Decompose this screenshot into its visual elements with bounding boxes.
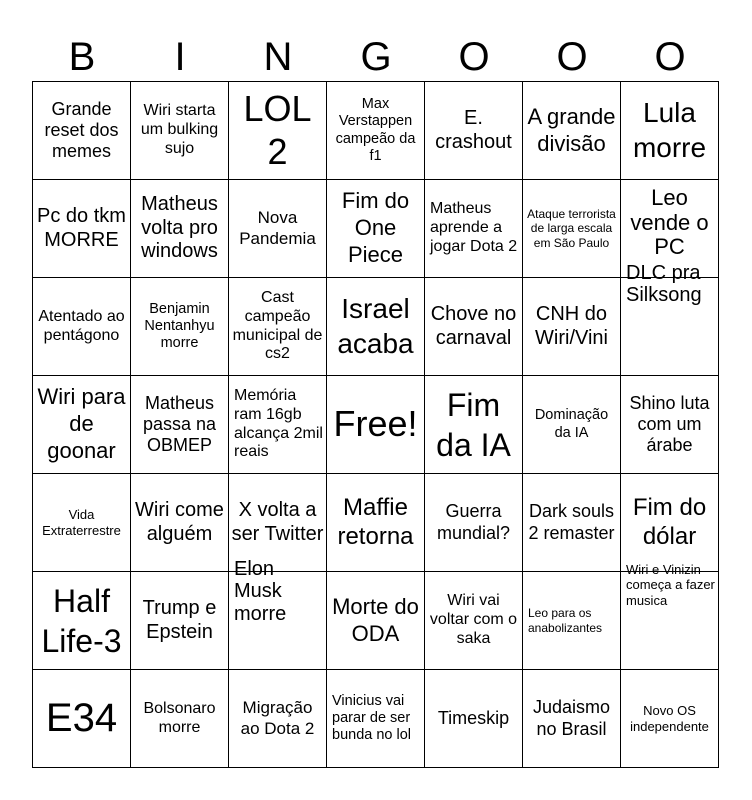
bingo-cell: Judaismo no Brasil	[523, 670, 621, 768]
bingo-cell: Israel acaba	[327, 278, 425, 376]
bingo-grid	[32, 81, 719, 768]
title-letter: O	[556, 35, 588, 79]
bingo-cell: Novo OS independente	[621, 670, 719, 768]
bingo-cell: Pc do tkm MORRE	[33, 180, 131, 278]
bingo-cell: E34	[33, 670, 131, 768]
bingo-cell: Dominação da IA	[523, 376, 621, 474]
bingo-cell: Wiri come alguém	[131, 474, 229, 572]
bingo-cell: Fim do dólar	[621, 474, 719, 572]
bingo-cell: Vinicius vai parar de ser bunda no lol	[327, 670, 425, 768]
bingo-cell: Nova Pandemia	[229, 180, 327, 278]
bingo-cell: DLC pra Silksong	[621, 262, 719, 376]
bingo-cell: Wiri starta um bulking sujo	[131, 82, 229, 180]
bingo-cell: CNH do Wiri/Vini	[523, 278, 621, 376]
bingo-cell: Leo vende o PC	[621, 180, 719, 278]
bingo-cell: Wiri e Vinizin começa a fazer musica	[621, 562, 719, 670]
bingo-cell: Elon Musk morre	[229, 558, 327, 670]
bingo-cell: LOL 2	[229, 82, 327, 180]
bingo-cell: Cast campeão municipal de cs2	[229, 278, 327, 376]
bingo-cell: Morte do ODA	[327, 572, 425, 670]
bingo-cell: Guerra mundial?	[425, 474, 523, 572]
bingo-cell: Timeskip	[425, 670, 523, 768]
title-letter: I	[174, 35, 186, 79]
bingo-cell: Free!	[327, 376, 425, 474]
bingo-cell: Benjamin Nentanhyu morre	[131, 278, 229, 376]
bingo-title	[33, 34, 719, 80]
bingo-cell: Max Verstappen campeão da f1	[327, 82, 425, 180]
bingo-cell: Fim do One Piece	[327, 180, 425, 278]
title-letter: O	[654, 35, 686, 79]
bingo-cell: Matheus aprende a jogar Dota 2	[425, 180, 523, 278]
bingo-cell: Atentado ao pentágono	[33, 278, 131, 376]
bingo-cell: Memória ram 16gb alcança 2mil reais	[229, 376, 327, 474]
bingo-cell: Grande reset dos memes	[33, 82, 131, 180]
bingo-cell: Wiri para de goonar	[33, 376, 131, 474]
bingo-cell: Chove no carnaval	[425, 278, 523, 376]
bingo-cell: Trump e Epstein	[131, 572, 229, 670]
bingo-cell: E. crashout	[425, 82, 523, 180]
title-letter: G	[360, 35, 392, 79]
bingo-cell: Half Life-3	[33, 572, 131, 670]
title-letter: B	[68, 35, 96, 79]
bingo-cell: Maffie retorna	[327, 474, 425, 572]
bingo-cell: Matheus volta pro windows	[131, 180, 229, 278]
bingo-cell: Leo para os anabolizantes	[523, 572, 621, 670]
bingo-cell: Migração ao Dota 2	[229, 670, 327, 768]
bingo-cell: Ataque terrorista de larga escala em São Paulo	[523, 180, 621, 278]
bingo-cell: Vida Extraterrestre	[33, 474, 131, 572]
bingo-cell: Fim da IA	[425, 376, 523, 474]
bingo-cell: Matheus passa na OBMEP	[131, 376, 229, 474]
bingo-cell: X volta a ser Twitter	[229, 474, 327, 572]
title-letter: O	[458, 35, 490, 79]
bingo-cell: Bolsonaro morre	[131, 670, 229, 768]
bingo-cell: Dark souls 2 remaster	[523, 474, 621, 572]
bingo-cell: A grande divisão	[523, 82, 621, 180]
title-letter: N	[263, 35, 293, 79]
bingo-cell: Shino luta com um árabe	[621, 376, 719, 474]
bingo-cell: Lula morre	[621, 82, 719, 180]
bingo-cell: Wiri vai voltar com o saka	[425, 572, 523, 670]
